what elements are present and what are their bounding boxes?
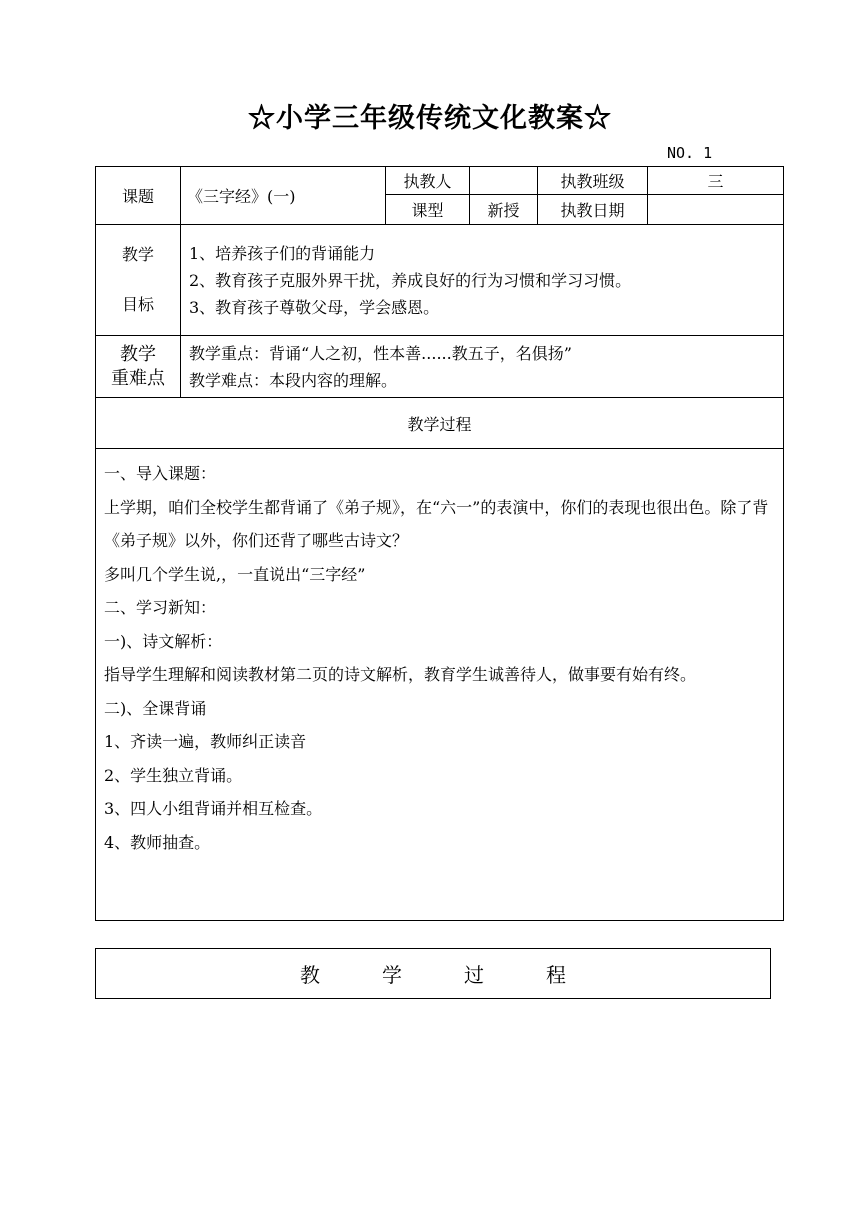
class-value: 三 [648, 167, 784, 195]
heading-char: 程 [546, 963, 566, 987]
topic-value: 《三字经》(一) [181, 167, 386, 225]
goals-content [181, 225, 784, 336]
process-line: 二、学习新知： [104, 598, 217, 617]
process-line: 指导学生理解和阅读教材第二页的诗文解析，教育学生诚善待人，做事要有始有终。 [104, 665, 697, 684]
keypoints-label [96, 336, 181, 398]
goals-label-line2: 目标 [121, 295, 154, 314]
keypoint-item: 教学难点：本段内容的理解。 [189, 370, 398, 390]
process-line: 多叫几个学生说,，一直说出“三字经” [104, 564, 366, 584]
keypoints-label-line2: 重难点 [111, 367, 165, 389]
process-line: 一、导入课题： [104, 464, 217, 483]
heading-char: 学 [382, 963, 402, 987]
process-line: 4、教师抽查。 [104, 832, 211, 852]
document-number: NO. 1 [667, 144, 713, 162]
heading-char: 过 [464, 963, 484, 987]
process-line: 二)、全课背诵 [104, 698, 207, 718]
goal-item: 3、教育孩子尊敬父母，学会感恩。 [189, 297, 440, 317]
process-heading-box [95, 948, 771, 999]
process-line: 2、学生独立背诵。 [104, 765, 243, 785]
date-label: 执教日期 [538, 195, 648, 225]
page-title: ☆小学三年级传统文化教案☆ [248, 103, 612, 134]
goals-label-line1: 教学 [121, 245, 154, 264]
process-line: 3、四人小组背诵并相互检查。 [104, 799, 323, 818]
topic-label: 课题 [96, 167, 181, 225]
heading-char: 教 [300, 963, 320, 987]
keypoints-label-line1: 教学 [120, 343, 156, 365]
class-label: 执教班级 [538, 167, 648, 195]
date-value [648, 195, 784, 225]
process-line: 1、齐读一遍，教师纠正读音 [104, 732, 307, 751]
process-line: 上学期，咱们全校学生都背诵了《弟子规》，在“六一”的表演中，你们的表现也很出色。除了背《弟子规》以外，你们还背了哪些古诗文？ [104, 497, 769, 550]
process-content [96, 449, 784, 921]
type-label: 课型 [386, 195, 470, 225]
teacher-value [470, 167, 538, 195]
goal-item: 1、培养孩子们的背诵能力 [189, 243, 376, 263]
process-line: 一)、诗文解析： [104, 631, 223, 651]
type-value: 新授 [470, 195, 538, 225]
process-heading: 教学过程 [96, 398, 784, 449]
goals-label [96, 225, 181, 336]
teacher-label: 执教人 [386, 167, 470, 195]
lesson-plan-table [95, 166, 784, 921]
keypoint-item: 教学重点：背诵“人之初，性本善......教五子，名俱扬” [189, 343, 572, 363]
keypoints-content [181, 336, 784, 398]
goal-item: 2、教育孩子克服外界干扰，养成良好的行为习惯和学习习惯。 [189, 270, 632, 290]
